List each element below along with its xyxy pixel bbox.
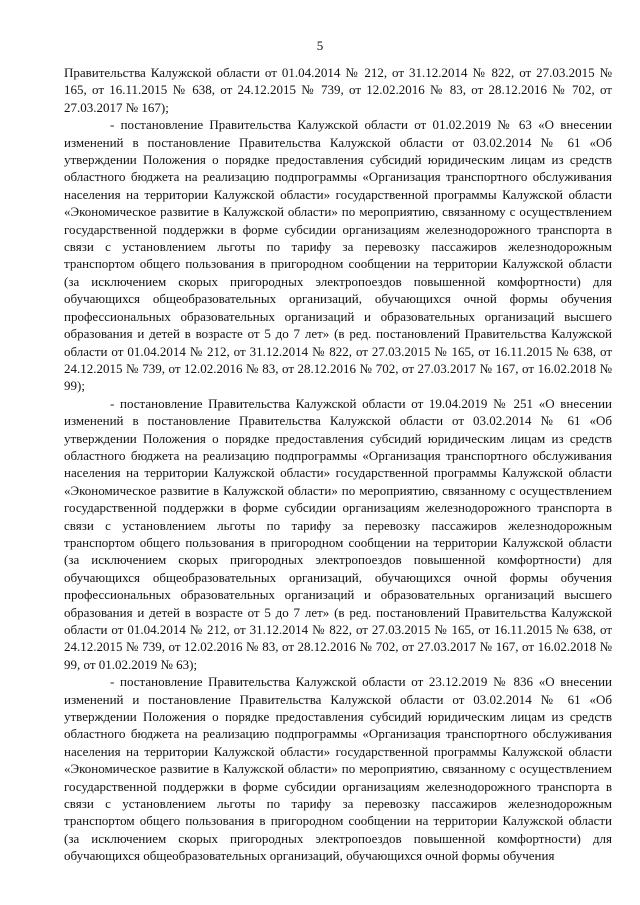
paragraph-decree-251: - постановление Правительства Калужской области от 19.04.2019 № 251 «О внесении изменений в постановление Правительства Калужской области от 03.02.2014 № 61 «Об утверждении Положения о порядке предоставления субсидий юридическим лицам из средств областного бюджета на реализацию подпрограммы «Организация транспортного обслуживания населения на территории Калужской области» государственной программы Калужской области «Экономическое развитие в Калужской области» по мероприятию, связанному с осуществлением государственной поддержки в форме субсидии организациям железнодорожного транспорта в связи с установлением льготы по тарифу за перевозку пассажиров железнодорожным транспортом общего пользования в пригородном сообщении на территории Калужской области (за исключением скорых пригородных электропоездов повышенной комфортности) для обучающихся общеобразовательных организаций, обучающихся очной формы обучения профессиональных образовательных организаций и образовательных организаций высшего образования и детей в возрасте от 5 до 7 лет» (в ред. постановлений Правительства Калужской области от 01.04.2014 № 212, от 31.12.2014 № 822, от 27.03.2015 № 165, от 16.11.2015 № 638, от 24.12.2015 № 739, от 12.02.2016 № 83, от 28.12.2016 № 702, от 27.03.2017 № 167, от 16.02.2018 № 99, от 01.02.2019 № 63); (64, 395, 612, 672)
page-number: 5 (316, 38, 324, 53)
paragraph-continuation: Правительства Калужской области от 01.04.2014 № 212, от 31.12.2014 № 822, от 27.03.2015 № 165, от 16.11.2015 № 638, от 24.12.2015 № 739, от 12.02.2016 № 83, от 28.12.2016 № 702, от 27.03.2017 № 167); (64, 65, 612, 115)
document-body (64, 64, 612, 865)
paragraph-decree-63: - постановление Правительства Калужской области от 01.02.2019 № 63 «О внесении изменений в постановление Правительства Калужской области от 03.02.2014 № 61 «Об утверждении Положения о порядке предоставления субсидий юридическим лицам из средств областного бюджета на реализацию подпрограммы «Организация транспортного обслуживания населения на территории Калужской области» государственной программы Калужской области «Экономическое развитие в Калужской области» по мероприятию, связанному с осуществлением государственной поддержки в форме субсидии организациям железнодорожного транспорта в связи с установлением льготы по тарифу за перевозку пассажиров железнодорожным транспортом общего пользования в пригородном сообщении на территории Калужской области (за исключением скорых пригородных электропоездов повышенной комфортности) для обучающихся общеобразовательных организаций, обучающихся очной формы обучения профессиональных образовательных организаций и образовательных организаций высшего образования и детей в возрасте от 5 до 7 лет» (в ред. постановлений Правительства Калужской области от 01.04.2014 № 212, от 31.12.2014 № 822, от 27.03.2015 № 165, от 16.11.2015 № 638, от 24.12.2015 № 739, от 12.02.2016 № 83, от 28.12.2016 № 702, от 27.03.2017 № 167, от 16.02.2018 № 99); (64, 117, 612, 394)
paragraph-decree-836: - постановление Правительства Калужской области от 23.12.2019 № 836 «О внесении изменений и постановление Правительства Калужской области от 03.02.2014 № 61 «Об утверждении Положения о порядке предоставления субсидий юридическим лицам из средств областного бюджета на реализацию подпрограммы «Организация транспортного обслуживания населения на территории Калужской области» государственной программы Калужской области «Экономическое развитие в Калужской области» по мероприятию, связанному с осуществлением государственной поддержки в форме субсидии организациям железнодорожного транспорта в связи с установлением льготы по тарифу за перевозку пассажиров железнодорожным транспортом общего пользования в пригородном сообщении на территории Калужской области (за исключением скорых пригородных электропоездов повышенной комфортности) для обучающихся общеобразовательных организаций, обучающихся очной формы обучения (64, 674, 612, 864)
